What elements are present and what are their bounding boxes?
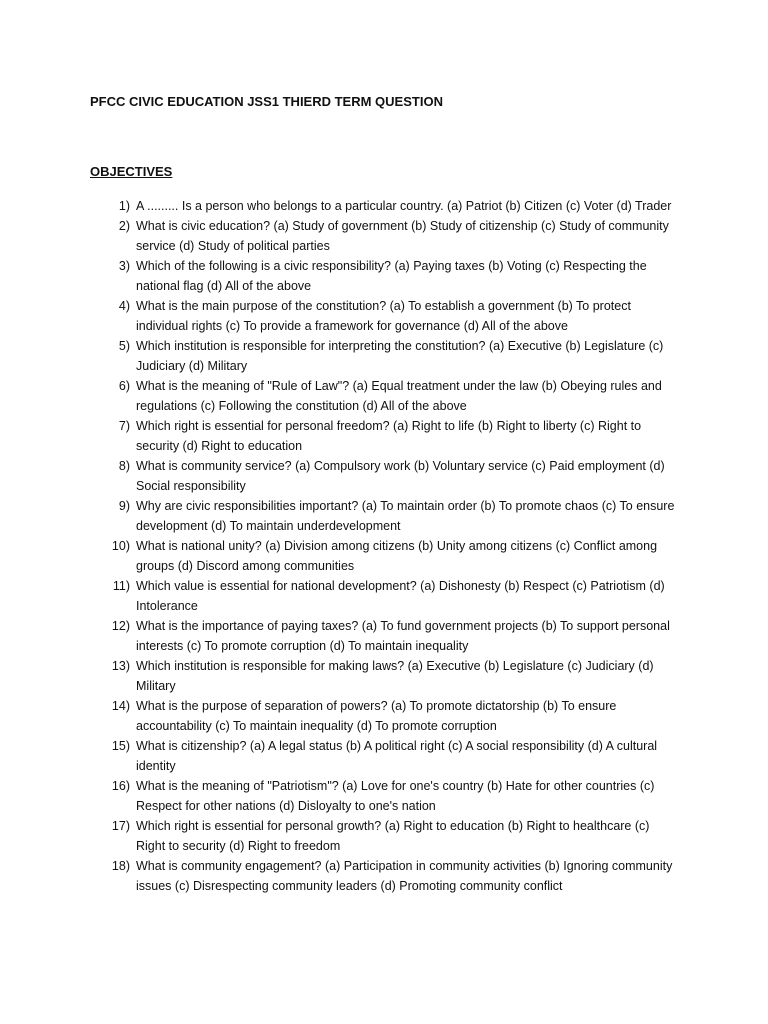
question-item: [0, 256, 768, 296]
section-heading-objectives: OBJECTIVES: [90, 164, 173, 179]
question-number: 5): [118, 339, 130, 353]
question-item: [0, 736, 768, 776]
question-text: Which right is essential for personal growth? (a) Right to education (b) Right to healthcare (c) Right to security (d) Right to freedom: [136, 819, 650, 853]
question-text: What is the importance of paying taxes? (a) To fund government projects (b) To support personal interests (c) To promote corruption (d) To maintain inequality: [136, 619, 670, 653]
question-text: What is community engagement? (a) Participation in community activities (b) Ignoring community issues (c) Disrespecting community leaders (d) Promoting community conflict: [136, 859, 673, 893]
question-item: [0, 456, 768, 496]
question-text: What is the meaning of "Rule of Law"? (a) Equal treatment under the law (b) Obeying rules and regulations (c) Following the constitution (d) All of the above: [136, 379, 662, 413]
document-title: PFCC CIVIC EDUCATION JSS1 THIERD TERM QUESTION: [90, 94, 443, 109]
question-item: [0, 216, 768, 256]
question-item: [0, 816, 768, 856]
question-item: [0, 536, 768, 576]
question-item: [0, 416, 768, 456]
question-number: 9): [118, 499, 130, 513]
question-text: What is the meaning of "Patriotism"? (a) Love for one's country (b) Hate for other countries (c) Respect for other nations (d) Disloyalty to one's nation: [136, 779, 655, 813]
question-text: What is national unity? (a) Division among citizens (b) Unity among citizens (c) Conflict among groups (d) Discord among communities: [136, 539, 658, 573]
question-number: 17): [111, 819, 130, 833]
question-item: [0, 656, 768, 696]
question-item: [0, 196, 768, 216]
question-text: A ......... Is a person who belongs to a particular country. (a) Patriot (b) Citizen (c) Voter (d) Trader: [136, 199, 672, 213]
question-number: 7): [118, 419, 130, 433]
question-number: 16): [111, 779, 130, 793]
question-text: Which of the following is a civic responsibility? (a) Paying taxes (b) Voting (c) Respecting the national flag (d) All of the above: [136, 259, 647, 293]
question-text: Which institution is responsible for making laws? (a) Executive (b) Legislature (c) Judiciary (d) Military: [136, 659, 654, 693]
question-item: [0, 576, 768, 616]
question-number: 3): [118, 259, 130, 273]
question-list: [0, 196, 768, 896]
question-number: 2): [118, 219, 130, 233]
question-number: 1): [118, 199, 130, 213]
question-number: 15): [111, 739, 130, 753]
question-item: [0, 696, 768, 736]
question-number: 4): [118, 299, 130, 313]
question-item: [0, 776, 768, 816]
question-text: What is the main purpose of the constitution? (a) To establish a government (b) To protect individual rights (c) To provide a framework for governance (d) All of the above: [136, 299, 631, 333]
question-text: Which right is essential for personal freedom? (a) Right to life (b) Right to liberty (c) Right to security (d) Right to education: [136, 419, 642, 453]
question-item: [0, 856, 768, 896]
question-item: [0, 336, 768, 376]
question-number: 8): [118, 459, 130, 473]
question-number: 18): [111, 859, 130, 873]
question-text: What is civic education? (a) Study of government (b) Study of citizenship (c) Study of community service (d) Study of political parties: [136, 219, 669, 253]
question-item: [0, 616, 768, 656]
question-number: 11): [112, 579, 130, 593]
question-text: Which value is essential for national development? (a) Dishonesty (b) Respect (c) Patriotism (d) Intolerance: [136, 579, 665, 613]
question-text: What is citizenship? (a) A legal status (b) A political right (c) A social responsibility (d) A cultural identity: [136, 739, 658, 773]
question-number: 12): [111, 619, 130, 633]
question-item: [0, 296, 768, 336]
question-text: What is the purpose of separation of powers? (a) To promote dictatorship (b) To ensure accountability (c) To maintain inequality (d) To promote corruption: [136, 699, 617, 733]
question-text: Which institution is responsible for interpreting the constitution? (a) Executive (b) Legislature (c) Judiciary (d) Military: [136, 339, 664, 373]
question-text: Why are civic responsibilities important? (a) To maintain order (b) To promote chaos (c) To ensure development (d) To maintain underdevelopment: [136, 499, 675, 533]
question-item: [0, 496, 768, 536]
question-number: 10): [111, 539, 130, 553]
question-text: What is community service? (a) Compulsory work (b) Voluntary service (c) Paid employment (d) Social responsibility: [136, 459, 665, 493]
question-number: 13): [111, 659, 130, 673]
question-item: [0, 376, 768, 416]
question-number: 6): [118, 379, 130, 393]
question-number: 14): [111, 699, 130, 713]
